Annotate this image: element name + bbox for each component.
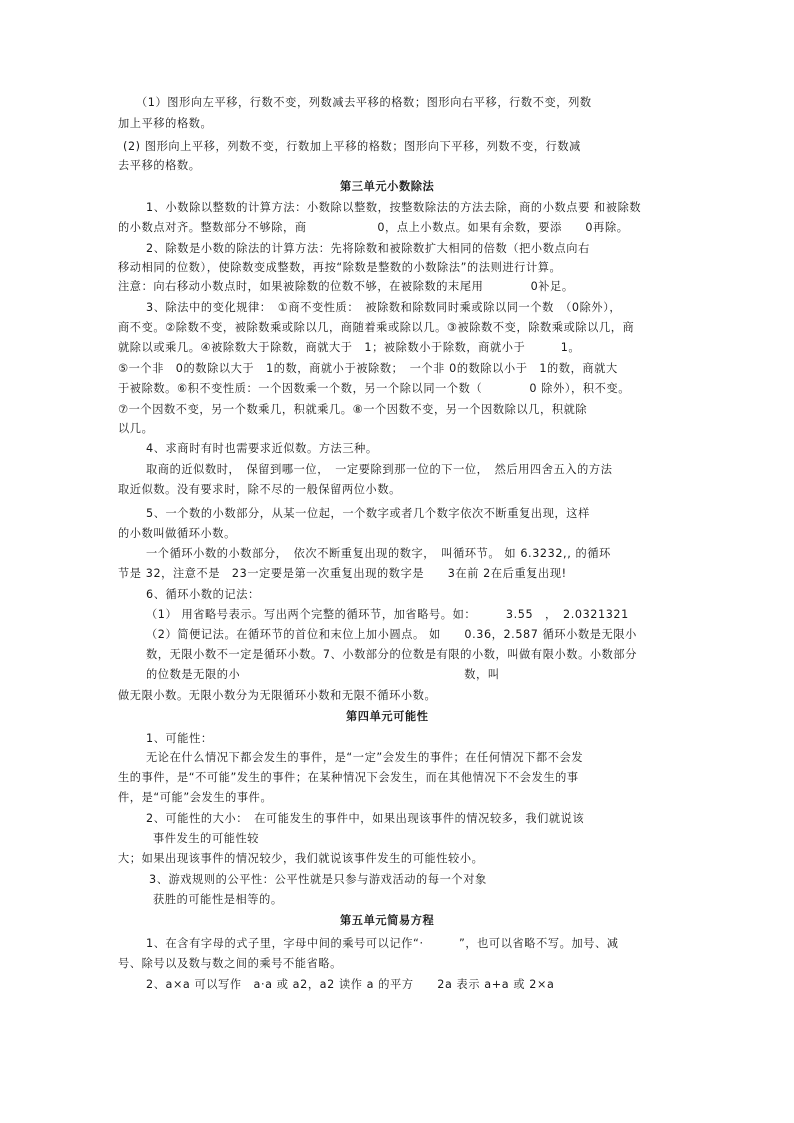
text-line: 5、一个数的小数部分，从某一位起，一个数字或者几个数字依次不断重复出现，这样 <box>146 507 590 520</box>
section-heading-unit-5: 第五单元简易方程 <box>340 914 435 927</box>
text-line: 于被除数。⑥积不变性质：一个因数乘一个数，另一个除以同一个数（ 0 除外），积不变。 <box>118 382 630 395</box>
text-line: 件，是“可能”会发生的事件。 <box>118 791 273 804</box>
section-heading-unit-4: 第四单元可能性 <box>346 710 429 723</box>
section-heading-unit-3: 第三单元小数除法 <box>340 180 435 193</box>
text-line: ⑦一个因数不变，另一个数乘几，积就乘几。⑧一个因数不变，另一个因数除以几，积就除 <box>118 403 588 416</box>
text-line: 一个循环小数的小数部分， 依次不断重复出现的数字， 叫循环节。 如 6.3232,, 的循环 <box>146 547 611 560</box>
text-line: 事件发生的可能性较 <box>153 832 260 845</box>
text-line: 的位数是无限的小 数，叫 <box>146 668 500 681</box>
text-line: 获胜的可能性是相等的。 <box>153 893 283 906</box>
text-line: （1） 用省略号表示。写出两个完整的循环节，加省略号。如： 3.55 ， 2.0321321 <box>146 608 629 621</box>
text-line: 2、除数是小数的除法的计算方法：先将除数和被除数扩大相同的倍数（把小数点向右 <box>146 242 590 255</box>
text-line: 无论在什么情况下都会发生的事件，是“一定”会发生的事件；在任何情况下都不会发 <box>146 751 584 764</box>
text-line: 做无限小数。无限小数分为无限循环小数和无限不循环小数。 <box>118 689 437 702</box>
text-line: 2、a×a 可以写作 a·a 或 a2，a2 读作 a 的平方 2a 表示 a+a 或 2×a <box>146 978 555 991</box>
text-line: 生的事件，是“不可能”发生的事件；在某种情况下会发生，而在其他情况下不会发生的事 <box>118 771 579 784</box>
text-line: 的小数叫做循环小数。 <box>118 527 236 540</box>
text-line: 2、可能性的大小： 在可能发生的事件中，如果出现该事件的情况较多，我们就说该 <box>146 812 585 825</box>
text-line: 取商的近似数时， 保留到哪一位， 一定要除到那一位的下一位， 然后用四舍五入的方法 <box>146 463 613 476</box>
text-line: 1、可能性： <box>146 732 213 745</box>
text-line: 号、除号以及数与数之间的乘号不能省略。 <box>118 957 342 970</box>
text-line: 商不变。②除数不变，被除数乘或除以几，商随着乘或除以几。③被除数不变，除数乘或除以几，商 <box>118 321 635 334</box>
text-line: 3、游戏规则的公平性：公平性就是只参与游戏活动的每一个对象 <box>149 873 487 886</box>
text-line: 取近似数。没有要求时，除不尽的一般保留两位小数。 <box>118 483 401 496</box>
text-line: 注意：向右移动小数点时，如果被除数的位数不够，在被除数的末尾用 0补足。 <box>118 280 574 293</box>
text-line: （1）图形向左平移，行数不变，列数减去平移的格数；图形向右平移，行数不变，列数 <box>136 96 592 109</box>
text-line: 6、循环小数的记法： <box>146 588 260 601</box>
text-line: 就除以或乘几。④被除数大于除数，商就大于 1；被除数小于除数，商就小于 1。 <box>118 341 581 354</box>
text-line: 大；如果出现该事件的情况较少，我们就说该事件发生的可能性较小。 <box>118 852 484 865</box>
text-line: 以几。 <box>118 422 154 435</box>
text-line: 1、小数除以整数的计算方法：小数除以整数，按整数除法的方法去除，商的小数点要 和被除数 <box>146 201 642 214</box>
text-line: 节是 32，注意不是 23一定要是第一次重复出现的数字是 3在前 2在后重复出现! <box>118 567 567 580</box>
text-line: 加上平移的格数。 <box>118 117 213 130</box>
text-line: (2) 图形向上平移，列数不变，行数加上平移的格数；图形向下平移，列数不变，行数减 <box>123 140 581 153</box>
text-line: 3、除法中的变化规律： ①商不变性质： 被除数和除数同时乘或除以同一个数 （0除外）， <box>146 301 622 314</box>
text-line: 去平移的格数。 <box>118 159 201 172</box>
text-line: ⑤一个非 0的数除以大于 1的数，商就小于被除数； 一个非 0的数除以小于 1的数，商就大 <box>118 362 618 375</box>
text-line: 1、在含有字母的式子里，字母中间的乘号可以记作“· ”，也可以省略不写。加号、减 <box>146 937 619 950</box>
text-line: 数，无限小数不一定是循环小数。7、小数部分的位数是有限的小数，叫做有限小数。小数部分 <box>146 648 638 661</box>
text-line: （2）简便记法。在循环节的首位和末位上加小圆点。 如 0.36，2.587 循环小数是无限小 <box>146 628 637 641</box>
text-line: 移动相同的位数），使除数变成整数，再按“除数是整数的小数除法”的法则进行计算。 <box>118 261 562 274</box>
text-line: 的小数点对齐。整数部分不够除，商 0，点上小数点。如果有余数，要添 0再除。 <box>118 221 629 234</box>
text-line: 4、求商时有时也需要求近似数。方法三种。 <box>146 442 378 455</box>
